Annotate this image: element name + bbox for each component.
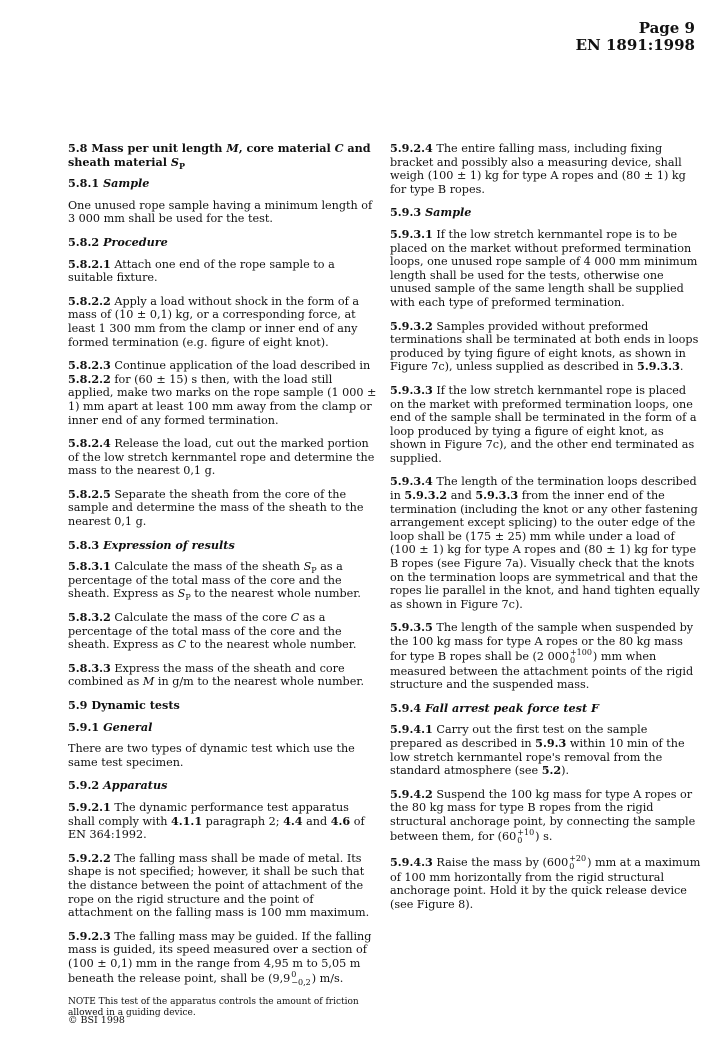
copyright-footer: © BSI 1998 xyxy=(68,1015,125,1026)
paragraph-5-8-2-1: 5.8.2.1 Attach one end of the rope sample to a suitable fixture. xyxy=(68,256,335,285)
heading-5-9: 5.9 Dynamic tests xyxy=(68,698,180,712)
paragraph-5-8-3-3: 5.8.3.3 Express the mass of the sheath and core combined as M in g/m to the nearest whole number. xyxy=(68,660,365,689)
heading-5-8-1: 5.8.1 Sample xyxy=(68,176,150,191)
paragraph-5-9-4-3: 5.9.4.3 Raise the mass by (600 +20 0 ) mm at a maximum of 100 mm horizontally from the rigid structural anchorage point. Hold it by the quick release device (see Figure 8). xyxy=(390,853,701,911)
paragraph-5-8-1: One unused rope sample having a minimum length of 3 000 mm shall be used for the test. xyxy=(68,198,373,226)
paragraph-5-9-1: There are two types of dynamic test which use the same test specimen. xyxy=(68,742,355,769)
paragraph-5-8-3-1: 5.8.3.1 Calculate the mass of the sheath $S_P$ as a percentage of the total mass of the core and the sheath. Express as $S_P$ to the nearest whole number. xyxy=(68,559,361,603)
paragraph-5-9-2-1: 5.9.2.1 The dynamic performance test apparatus shall comply with 4.1.1 paragraph 2; 4.4 and 4.6 of EN 364:1992. xyxy=(68,799,365,842)
page-header xyxy=(576,20,695,54)
heading-5-9-3: 5.9.3 Sample xyxy=(390,205,472,220)
paragraph-5-9-4-2: 5.9.4.2 Suspend the 100 kg mass for type A ropes or the 80 kg mass for type B ropes from the rigid structural anchorage point, by connecting the sample between them, for (60 +10 0 ) s. xyxy=(390,786,696,845)
heading-5-8-2: 5.8.2 Procedure xyxy=(68,234,168,249)
paragraph-5-9-3-3: 5.9.3.3 If the low stretch kernmantel rope is placed on the market with preformed termination loops, one end of the sample shall be terminated in the form of a loop produced by tying a figure of eight knot, as shown in Figure 7c), and the other end terminated as supplied. xyxy=(390,382,697,465)
paragraph-5-9-3-2: 5.9.3.2 Samples provided without preformed terminations shall be terminated at both ends in loops produced by tying figure of eight knots, as shown in Figure 7c), unless supplied as described in 5.9.3.3. xyxy=(390,318,699,374)
tolerance-fraction: +20 0 xyxy=(569,853,587,871)
heading-5-9-4: 5.9.4 Fall arrest peak force test F xyxy=(390,700,599,715)
tolerance-fraction: 0 −0,2 xyxy=(291,969,311,987)
heading-5-9-1: 5.9.1 General xyxy=(68,719,153,734)
paragraph-5-8-2-4: 5.8.2.4 Release the load, cut out the marked portion of the low stretch kernmantel rope and determine the mass to the nearest 0,1 g. xyxy=(68,436,375,478)
right-column xyxy=(390,142,702,921)
paragraph-5-9-3-4: 5.9.3.4 The length of the termination loops described in 5.9.3.2 and 5.9.3.3 from the inner end of the termination (including the knot or any other fastening arrangement except splicing) to the outer edge of the loop shall be (175 ± 25) mm while under a load of (100 ± 1) kg for type A ropes and (80 ± 1) kg for type B ropes (see Figure 7a). Visually check that the knots on the termination loops are symmetrical and that the ropes lie parallel in the knot, and hand tighten equally as shown in Figure 7c). xyxy=(390,474,700,611)
paragraph-5-9-2-4: 5.9.2.4 The entire falling mass, including fixing bracket and possibly also a measuring device, shall weigh (100 ± 1) kg for type A ropes and (80 ± 1) kg for type B ropes. xyxy=(390,141,686,196)
left-column xyxy=(68,142,378,1027)
page-number: Page 9 xyxy=(638,19,695,37)
heading-5-8-3: 5.8.3 Expression of results xyxy=(68,537,235,552)
heading-5-8: 5.8 Mass per unit length M, core material C and sheath material $S_P$ xyxy=(68,141,371,171)
tolerance-fraction: +100 0 xyxy=(569,647,592,665)
paragraph-5-9-3-1: 5.9.3.1 If the low stretch kernmantel rope is to be placed on the market without preformed termination loops, one unused rope sample of 4 000 mm minimum length shall be used for the tests, otherwise one unused sample of the same length shall be supplied with each type of preformed termination. xyxy=(390,226,698,309)
heading-5-9-2: 5.9.2 Apparatus xyxy=(68,778,168,793)
tolerance-fraction: +10 0 xyxy=(517,827,535,845)
paragraph-5-8-2-3: 5.8.2.3 Continue application of the load described in 5.8.2.2 for (60 ± 15) s then, with the load still applied, make two marks on the rope sample (1 000 ± 1) mm apart at least 100 mm away from the clamp or inner end of any formed termination. xyxy=(68,358,377,427)
paragraph-5-9-4-1: 5.9.4.1 Carry out the first test on the sample prepared as described in 5.9.3 within 10 min of the low stretch kernmantel rope's removal from the standard atmosphere (see 5.2). xyxy=(390,722,685,778)
paragraph-5-8-2-5: 5.8.2.5 Separate the sheath from the core of the sample and determine the mass of the sheath to the nearest 0,1 g. xyxy=(68,486,364,529)
paragraph-5-8-2-2: 5.8.2.2 Apply a load without shock in the form of a mass of (10 ± 0,1) kg, or a corresponding force, at least 1 300 mm from the clamp or inner end of any formed termination (e.g. figure of eight knot). xyxy=(68,293,360,349)
paragraph-5-9-2-2: 5.9.2.2 The falling mass shall be made of metal. Its shape is not specified; however, it shall be such that the distance between the point of attachment of the rope on the rigid structure and the point of attachment on the falling mass is 100 mm maximum. xyxy=(68,850,370,920)
paragraph-5-8-3-2: 5.8.3.2 Calculate the mass of the core C as a percentage of the total mass of the core and the sheath. Express as C to the nearest whole number. xyxy=(68,610,357,652)
paragraph-5-9-3-5: 5.9.3.5 The length of the sample when suspended by the 100 kg mass for type A ropes or the 80 kg mass for type B ropes shall be (2 000 +100 0 ) mm when measured between the attachment points of the rigid structure and the suspended mass. xyxy=(390,620,694,692)
paragraph-5-9-2-3: 5.9.2.3 The falling mass may be guided. If the falling mass is guided, its speed measured over a section of (100 ± 0,1) mm in the range from 4,95 m to 5,05 m beneath the release point, shall be (9,9 0 −0,2 ) m/s. xyxy=(68,928,372,987)
note: NOTE This test of the apparatus controls the amount of friction allowed in a guiding device. xyxy=(68,996,359,1018)
standard-number: EN 1891:1998 xyxy=(575,36,695,54)
